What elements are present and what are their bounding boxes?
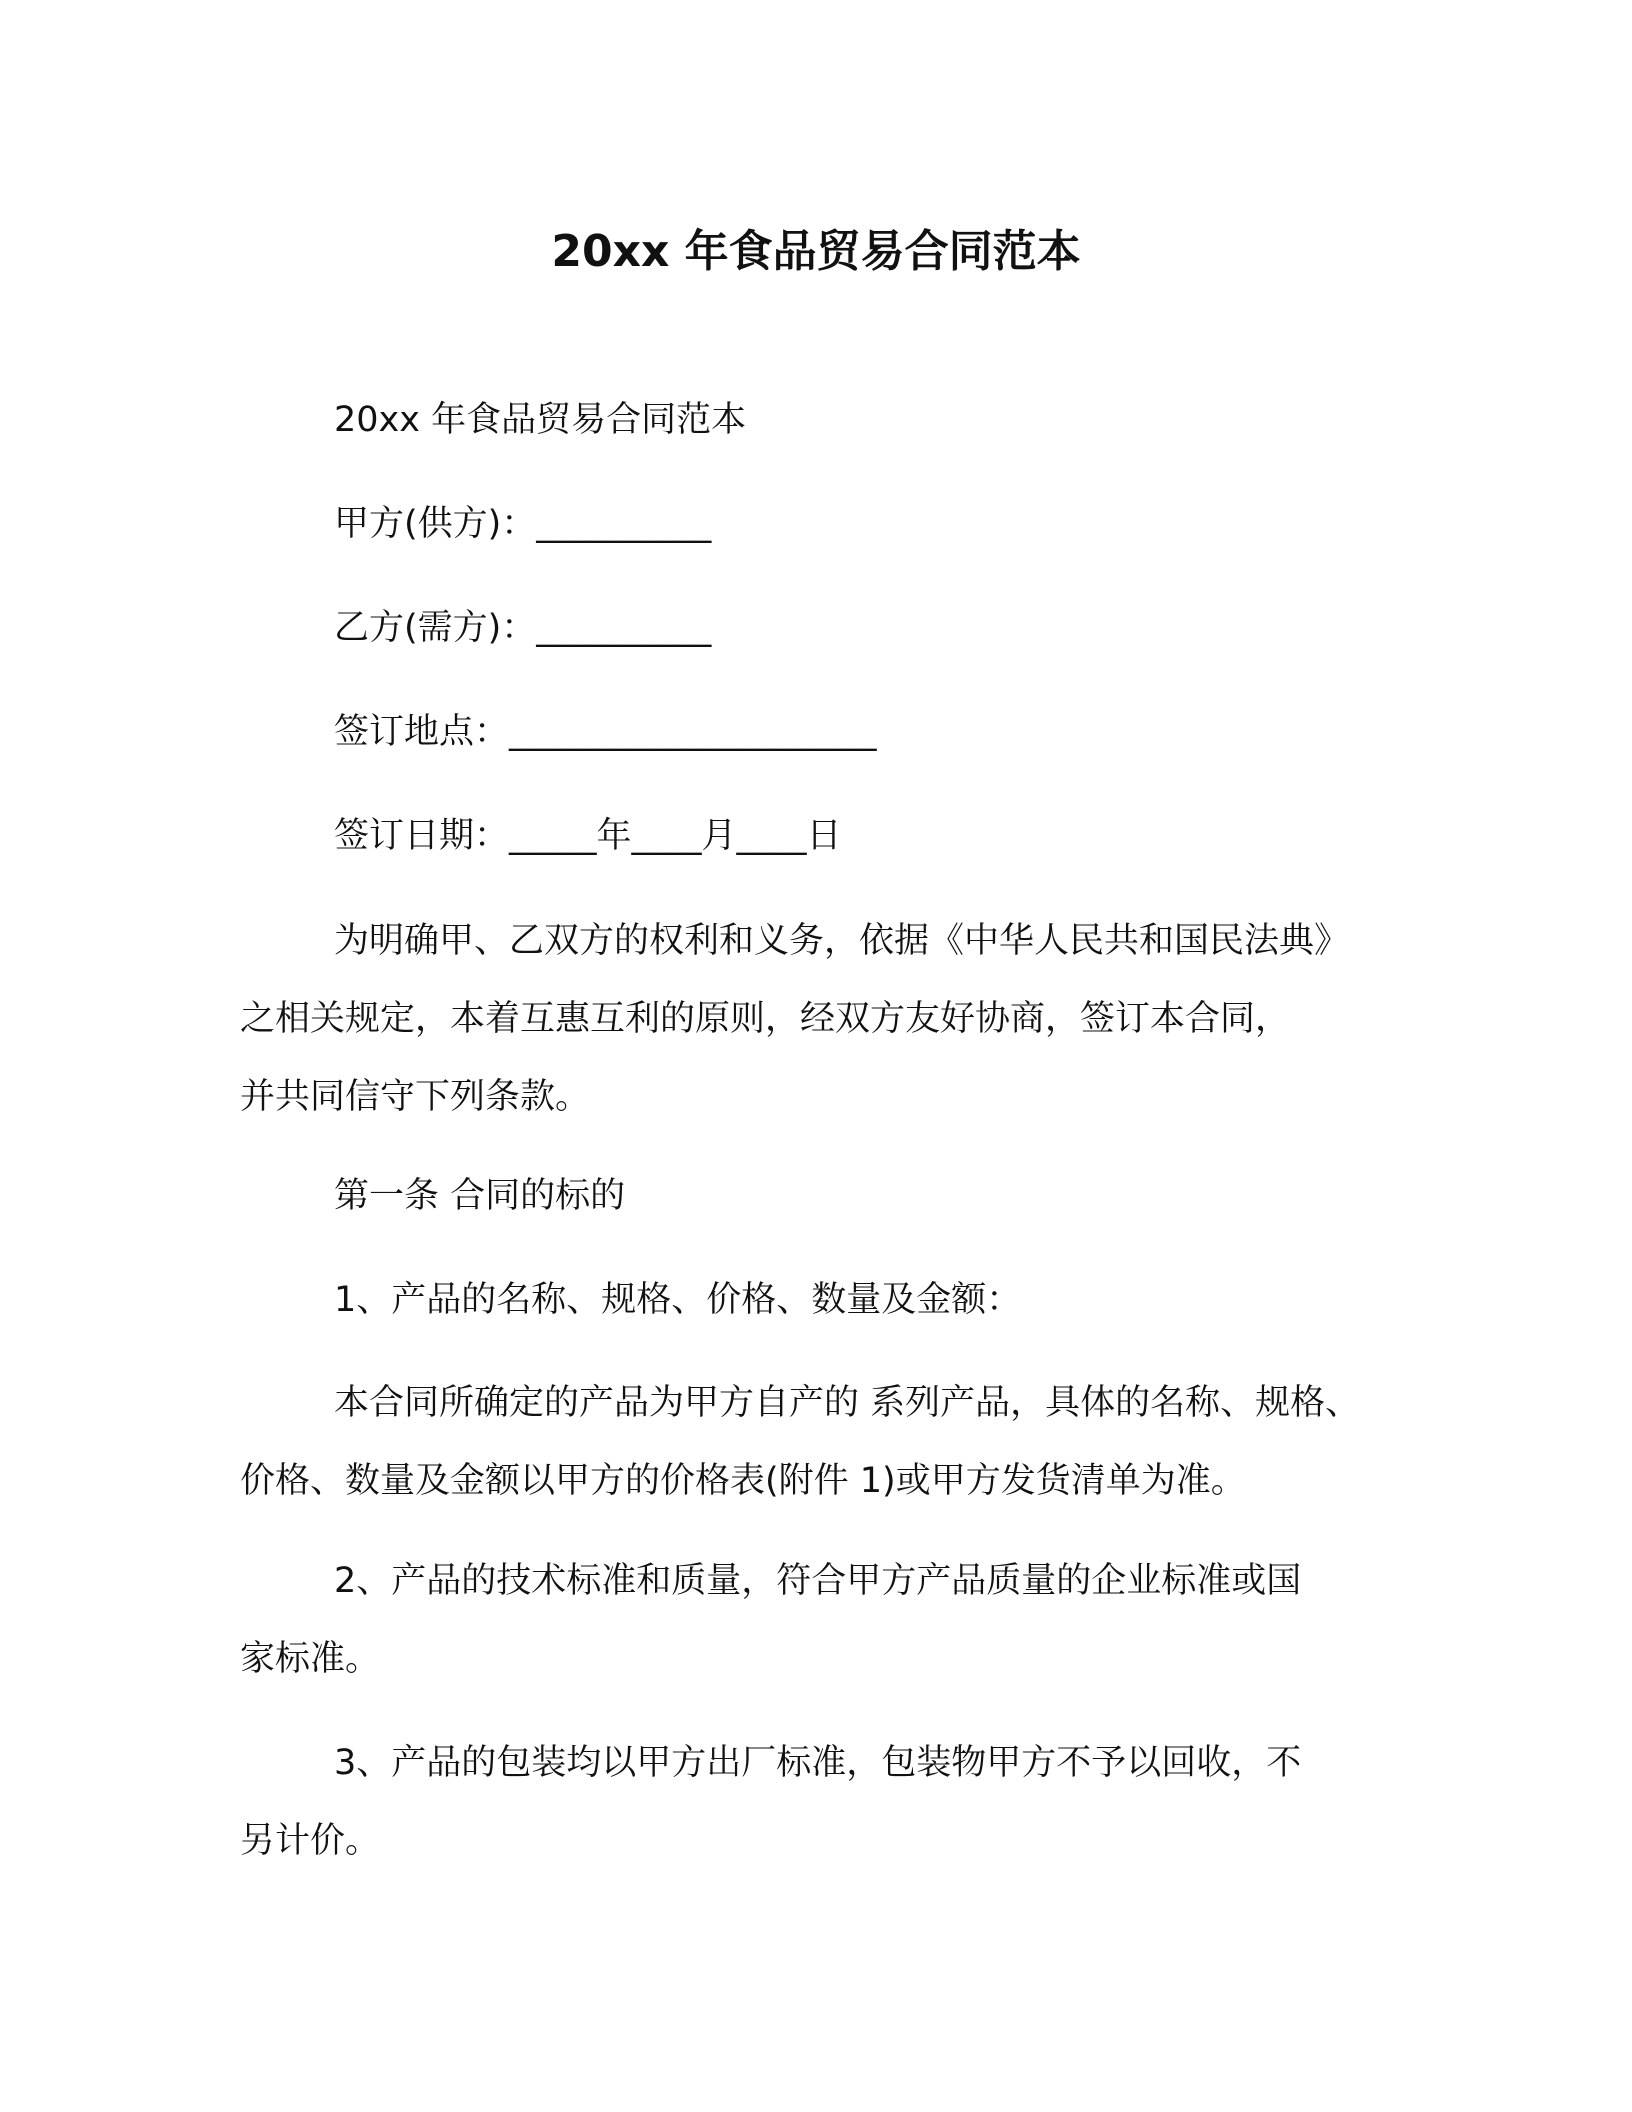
item-2-paragraph: [240, 1542, 1410, 1698]
document-subtitle: 20xx 年食品贸易合同范本: [334, 400, 747, 440]
document-title: 20xx 年食品贸易合同范本: [551, 226, 1081, 277]
party-a-line: 甲方(供方)：__________: [334, 504, 712, 544]
party-b-line: 乙方(需方)：__________: [334, 608, 712, 648]
preamble-line-2: 之相关规定，本着互惠互利的原则，经双方友好协商，签订本合同，: [240, 999, 1291, 1039]
item-1-body-line-2: 价格、数量及金额以甲方的价格表(附件 1)或甲方发货清单为准。: [240, 1461, 1246, 1501]
item-3-line-2: 另计价。: [240, 1821, 381, 1861]
item-1-heading: 1、产品的名称、规格、价格、数量及金额：: [334, 1280, 1022, 1320]
preamble-line-3: 并共同信守下列条款。: [240, 1077, 591, 1117]
sign-date-line: 签订日期：_____年____月____日: [334, 816, 842, 856]
article-1-heading: 第一条 合同的标的: [334, 1176, 626, 1216]
item-1-body: [240, 1364, 1410, 1520]
preamble-paragraph: [240, 902, 1410, 1136]
item-1-body-line-1: 本合同所确定的产品为甲方自产的 系列产品，具体的名称、规格、: [334, 1383, 1361, 1423]
item-2-line-1: 2、产品的技术标准和质量，符合甲方产品质量的企业标准或国: [334, 1561, 1302, 1601]
item-2-line-2: 家标准。: [240, 1639, 381, 1679]
item-3-line-1: 3、产品的包装均以甲方出厂标准，包装物甲方不予以回收，不: [334, 1743, 1302, 1783]
item-3-paragraph: [240, 1724, 1410, 1880]
sign-place-line: 签订地点：_____________________: [334, 712, 877, 752]
preamble-line-1: 为明确甲、乙双方的权利和义务，依据《中华人民共和国民法典》: [334, 921, 1350, 961]
